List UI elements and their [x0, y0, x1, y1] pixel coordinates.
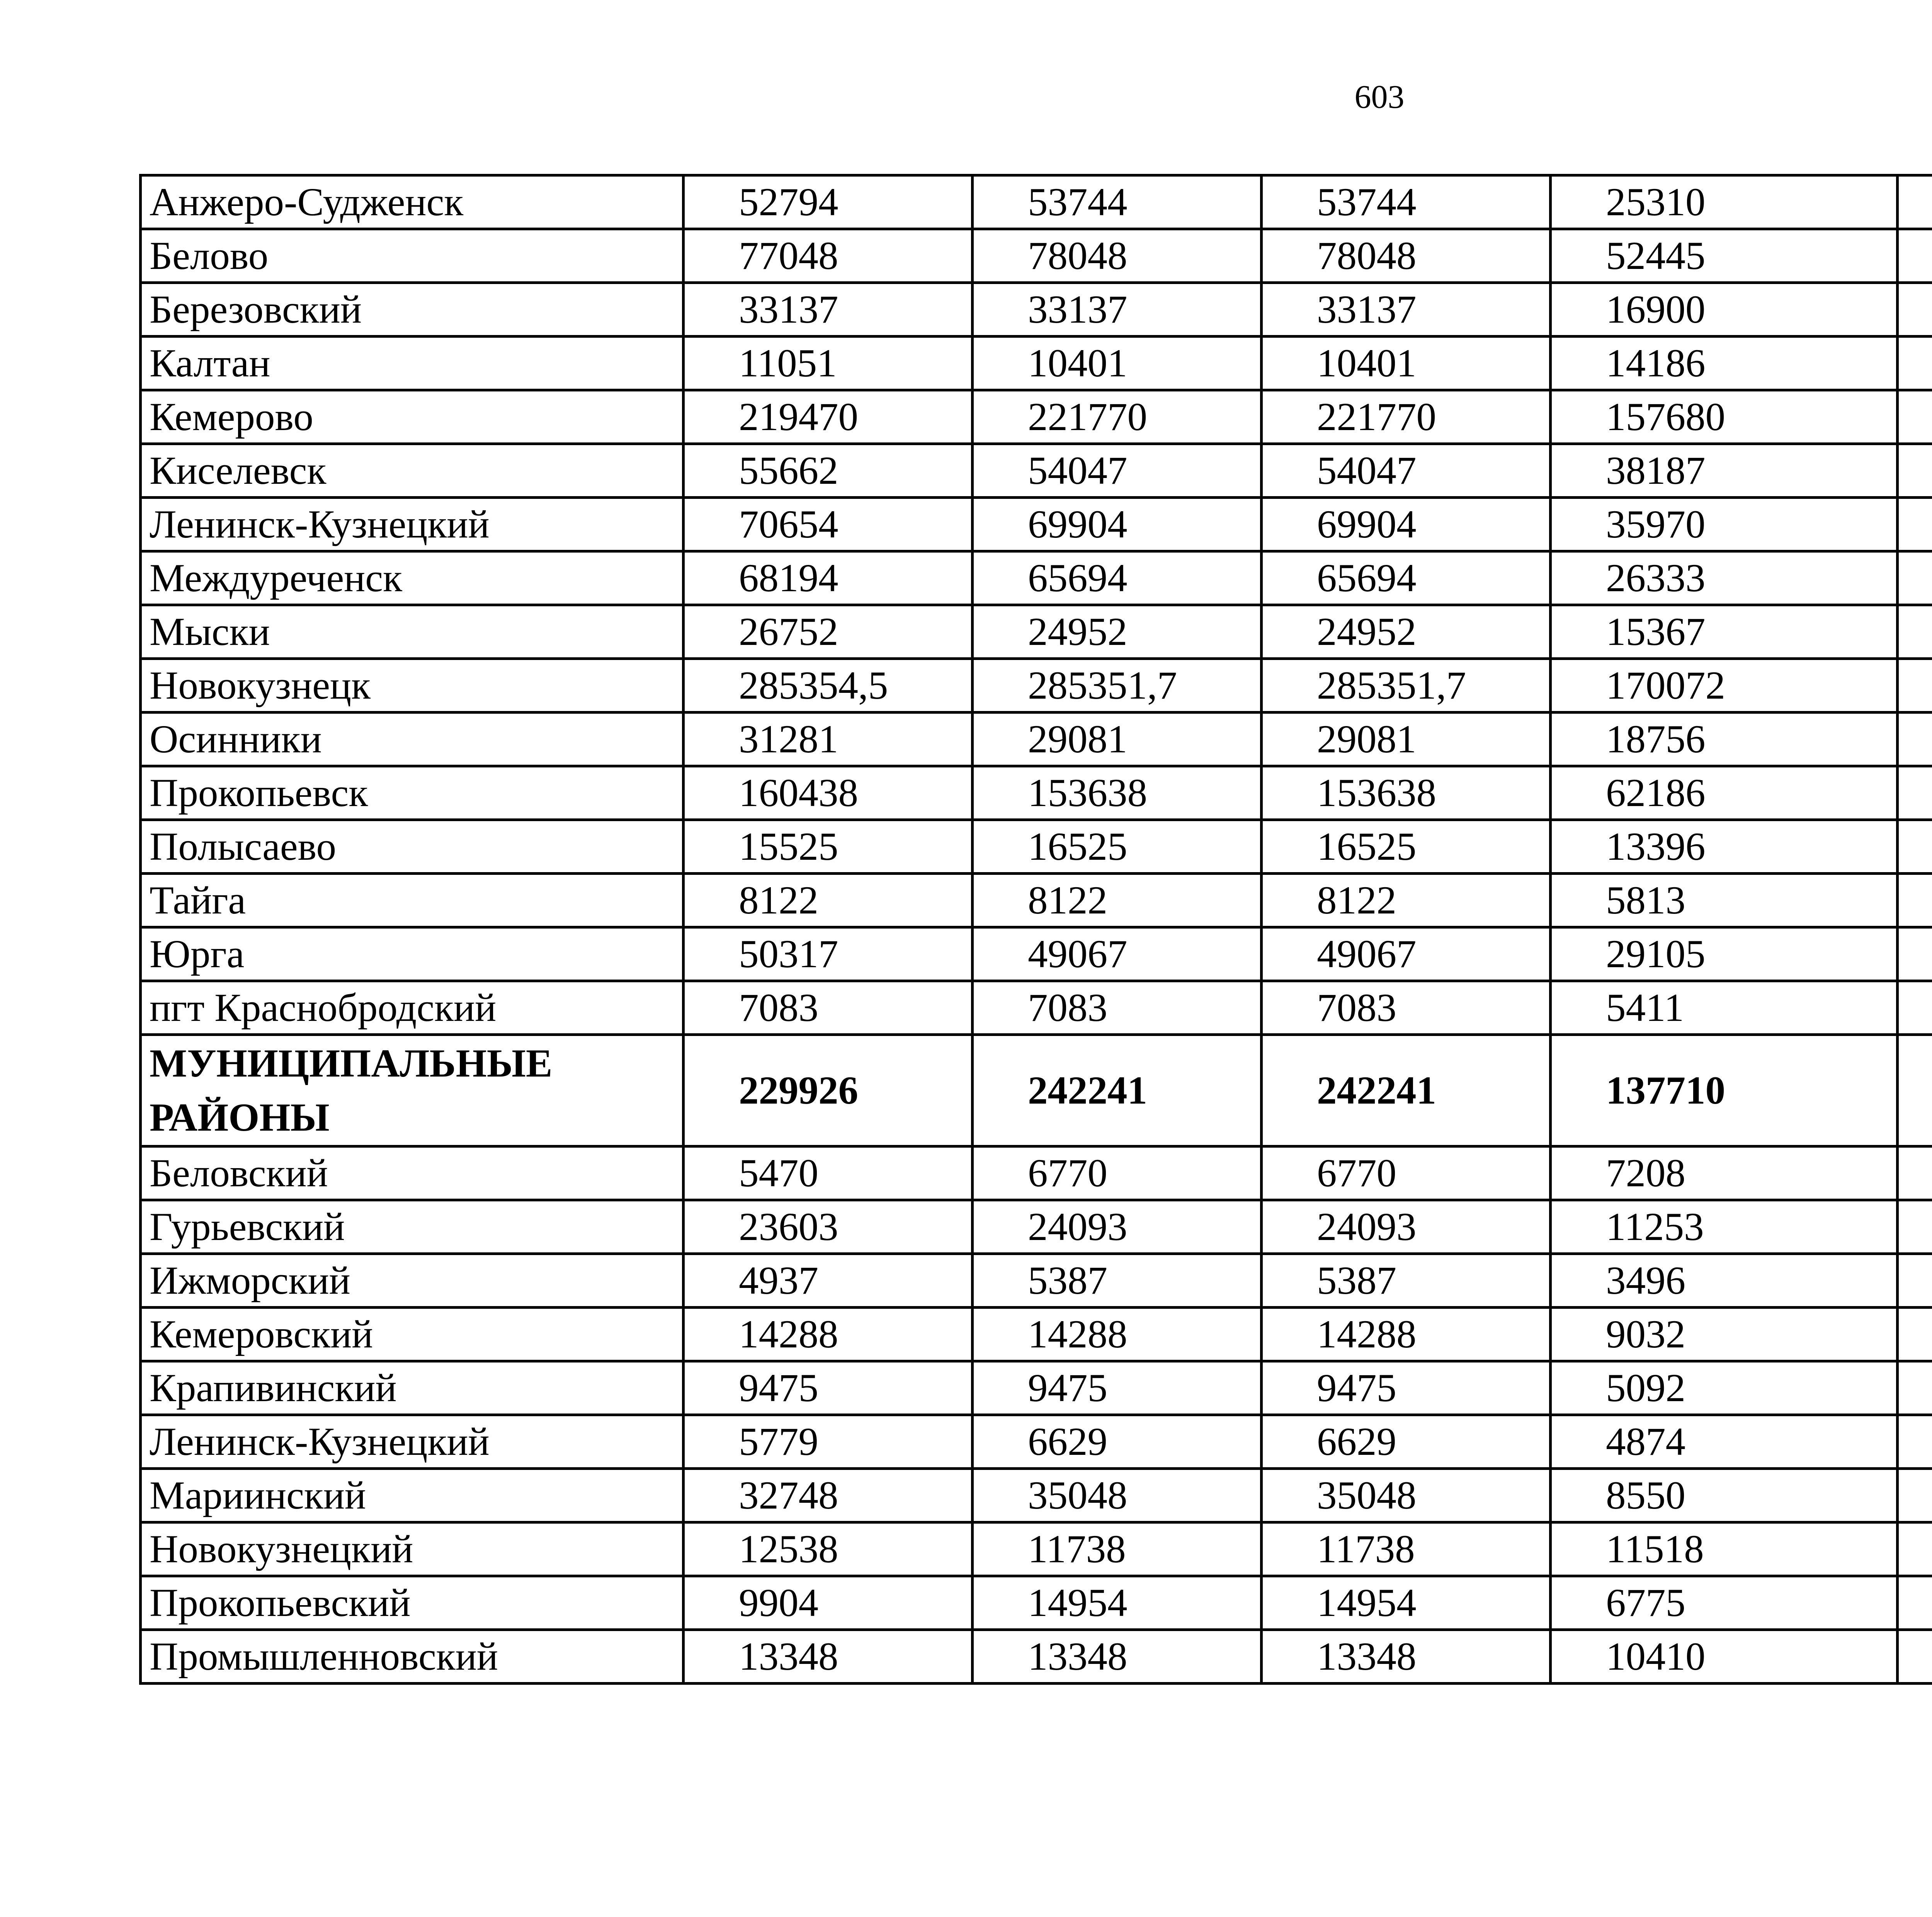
value-cell: 24093	[973, 1200, 1262, 1254]
value-cell: 5387	[973, 1254, 1262, 1308]
value-cell: 13348	[1262, 1630, 1551, 1684]
value-cell: 9475	[684, 1361, 973, 1415]
row-name-cell: МУНИЦИПАЛЬНЫЕ РАЙОНЫ	[141, 1035, 684, 1146]
value-cell	[1898, 1308, 1932, 1361]
value-cell: 6770	[1262, 1146, 1551, 1200]
row-name-cell: Ленинск-Кузнецкий	[141, 498, 684, 551]
value-cell: 285354,5	[684, 659, 973, 713]
value-cell: 53744	[1262, 175, 1551, 229]
data-table	[139, 174, 1932, 1685]
table-row	[141, 659, 1932, 713]
value-cell: 242241	[973, 1035, 1262, 1146]
value-cell: 9032	[1551, 1308, 1898, 1361]
value-cell: 5387	[1262, 1254, 1551, 1308]
row-name-cell: Прокопьевск	[141, 766, 684, 820]
value-cell	[1898, 444, 1932, 498]
value-cell	[1898, 713, 1932, 766]
value-cell: 69904	[973, 498, 1262, 551]
value-cell: 10401	[973, 337, 1262, 390]
value-cell: 9475	[1262, 1361, 1551, 1415]
value-cell	[1898, 283, 1932, 337]
value-cell	[1898, 551, 1932, 605]
value-cell: 219470	[684, 390, 973, 444]
row-name-cell: Кемерово	[141, 390, 684, 444]
row-name-cell: Ижморский	[141, 1254, 684, 1308]
value-cell	[1898, 1200, 1932, 1254]
value-cell	[1898, 175, 1932, 229]
row-name-cell: Тайга	[141, 874, 684, 927]
value-cell: 4937	[684, 1254, 973, 1308]
value-cell: 4874	[1551, 1415, 1898, 1469]
value-cell: 25310	[1551, 175, 1898, 229]
value-cell: 7083	[973, 981, 1262, 1035]
value-cell	[1898, 498, 1932, 551]
table-row	[141, 1254, 1932, 1308]
value-cell: 6629	[1262, 1415, 1551, 1469]
value-cell: 15525	[684, 820, 973, 874]
value-cell: 6770	[973, 1146, 1262, 1200]
value-cell: 65694	[1262, 551, 1551, 605]
table-row	[141, 175, 1932, 229]
value-cell: 7208	[1551, 1146, 1898, 1200]
row-name-cell: Новокузнецк	[141, 659, 684, 713]
value-cell: 285351,7	[1262, 659, 1551, 713]
table-row	[141, 551, 1932, 605]
value-cell: 9904	[684, 1576, 973, 1630]
row-name-cell: Ленинск-Кузнецкий	[141, 1415, 684, 1469]
row-name-cell: Калтан	[141, 337, 684, 390]
value-cell: 13396	[1551, 820, 1898, 874]
row-name-cell: Мыски	[141, 605, 684, 659]
value-cell: 29081	[1262, 713, 1551, 766]
value-cell	[1898, 229, 1932, 283]
value-cell: 160438	[684, 766, 973, 820]
value-cell: 13348	[684, 1630, 973, 1684]
value-cell: 14186	[1551, 337, 1898, 390]
row-name-cell: Междуреченск	[141, 551, 684, 605]
row-name-cell: Беловский	[141, 1146, 684, 1200]
value-cell: 8122	[1262, 874, 1551, 927]
value-cell: 229926	[684, 1035, 973, 1146]
value-cell: 14288	[684, 1308, 973, 1361]
value-cell	[1898, 927, 1932, 981]
value-cell: 29105	[1551, 927, 1898, 981]
value-cell: 5779	[684, 1415, 973, 1469]
value-cell: 6775	[1551, 1576, 1898, 1630]
row-name-cell: Новокузнецкий	[141, 1522, 684, 1576]
value-cell	[1898, 874, 1932, 927]
value-cell: 8122	[973, 874, 1262, 927]
value-cell: 62186	[1551, 766, 1898, 820]
value-cell: 49067	[1262, 927, 1551, 981]
value-cell: 50317	[684, 927, 973, 981]
value-cell	[1898, 766, 1932, 820]
row-name-cell: Осинники	[141, 713, 684, 766]
table-row	[141, 390, 1932, 444]
value-cell: 65694	[973, 551, 1262, 605]
table-row	[141, 337, 1932, 390]
value-cell: 78048	[973, 229, 1262, 283]
value-cell: 157680	[1551, 390, 1898, 444]
value-cell	[1898, 1576, 1932, 1630]
row-name-cell: Крапивинский	[141, 1361, 684, 1415]
row-name-cell: Юрга	[141, 927, 684, 981]
value-cell: 221770	[973, 390, 1262, 444]
value-cell	[1898, 1146, 1932, 1200]
value-cell: 18756	[1551, 713, 1898, 766]
value-cell: 137710	[1551, 1035, 1898, 1146]
value-cell: 23603	[684, 1200, 973, 1254]
table-row	[141, 229, 1932, 283]
value-cell: 11253	[1551, 1200, 1898, 1254]
row-name-cell: Гурьевский	[141, 1200, 684, 1254]
value-cell: 33137	[684, 283, 973, 337]
table-row	[141, 1522, 1932, 1576]
row-name-cell: Анжеро-Судженск	[141, 175, 684, 229]
value-cell: 9475	[973, 1361, 1262, 1415]
table-row	[141, 1200, 1932, 1254]
table-row	[141, 1146, 1932, 1200]
value-cell: 10401	[1262, 337, 1551, 390]
table-row	[141, 1469, 1932, 1522]
table-row	[141, 1308, 1932, 1361]
value-cell: 153638	[973, 766, 1262, 820]
value-cell: 54047	[973, 444, 1262, 498]
value-cell: 14954	[1262, 1576, 1551, 1630]
table-row	[141, 981, 1932, 1035]
value-cell: 53744	[973, 175, 1262, 229]
value-cell: 13348	[973, 1630, 1262, 1684]
value-cell: 14288	[1262, 1308, 1551, 1361]
value-cell: 33137	[1262, 283, 1551, 337]
value-cell	[1898, 1415, 1932, 1469]
value-cell	[1898, 1254, 1932, 1308]
table-row	[141, 1576, 1932, 1630]
value-cell: 285351,7	[973, 659, 1262, 713]
value-cell: 54047	[1262, 444, 1551, 498]
value-cell: 11518	[1551, 1522, 1898, 1576]
value-cell	[1898, 820, 1932, 874]
table-row	[141, 820, 1932, 874]
page-number: 603	[1354, 78, 1405, 115]
value-cell: 5411	[1551, 981, 1898, 1035]
row-name-cell: Полысаево	[141, 820, 684, 874]
value-cell: 38187	[1551, 444, 1898, 498]
row-name-cell: Березовский	[141, 283, 684, 337]
value-cell: 242241	[1262, 1035, 1551, 1146]
value-cell: 69904	[1262, 498, 1551, 551]
value-cell: 5813	[1551, 874, 1898, 927]
value-cell	[1898, 390, 1932, 444]
value-cell: 15367	[1551, 605, 1898, 659]
value-cell: 68194	[684, 551, 973, 605]
value-cell: 33137	[973, 283, 1262, 337]
table-row	[141, 1361, 1932, 1415]
table-row	[141, 1415, 1932, 1469]
row-name-cell: Белово	[141, 229, 684, 283]
value-cell: 11051	[684, 337, 973, 390]
table-row-section-total	[141, 1035, 1932, 1146]
value-cell: 24952	[973, 605, 1262, 659]
value-cell: 35048	[1262, 1469, 1551, 1522]
table-row	[141, 444, 1932, 498]
value-cell: 5470	[684, 1146, 973, 1200]
table-row	[141, 605, 1932, 659]
value-cell: 55662	[684, 444, 973, 498]
value-cell	[1898, 605, 1932, 659]
value-cell: 78048	[1262, 229, 1551, 283]
value-cell: 77048	[684, 229, 973, 283]
value-cell: 16900	[1551, 283, 1898, 337]
table-row	[141, 927, 1932, 981]
table-row	[141, 1630, 1932, 1684]
value-cell: 70654	[684, 498, 973, 551]
value-cell: 7083	[1262, 981, 1551, 1035]
value-cell: 52445	[1551, 229, 1898, 283]
value-cell: 10410	[1551, 1630, 1898, 1684]
value-cell: 11738	[973, 1522, 1262, 1576]
value-cell: 3496	[1551, 1254, 1898, 1308]
value-cell: 32748	[684, 1469, 973, 1522]
value-cell: 35970	[1551, 498, 1898, 551]
value-cell: 11738	[1262, 1522, 1551, 1576]
table-row	[141, 874, 1932, 927]
value-cell	[1898, 1361, 1932, 1415]
value-cell	[1898, 1469, 1932, 1522]
value-cell: 8550	[1551, 1469, 1898, 1522]
value-cell: 170072	[1551, 659, 1898, 713]
value-cell: 26752	[684, 605, 973, 659]
value-cell: 14288	[973, 1308, 1262, 1361]
row-name-cell: пгт Краснобродский	[141, 981, 684, 1035]
table-row	[141, 713, 1932, 766]
value-cell	[1898, 1522, 1932, 1576]
value-cell: 52794	[684, 175, 973, 229]
value-cell: 14954	[973, 1576, 1262, 1630]
row-name-cell: Прокопьевский	[141, 1576, 684, 1630]
row-name-cell: Кемеровский	[141, 1308, 684, 1361]
value-cell: 6629	[973, 1415, 1262, 1469]
value-cell: 29081	[973, 713, 1262, 766]
value-cell: 12538	[684, 1522, 973, 1576]
value-cell: 5092	[1551, 1361, 1898, 1415]
value-cell: 24093	[1262, 1200, 1551, 1254]
value-cell: 26333	[1551, 551, 1898, 605]
row-name-cell: Киселевск	[141, 444, 684, 498]
value-cell: 35048	[973, 1469, 1262, 1522]
row-name-cell: Мариинский	[141, 1469, 684, 1522]
table-row	[141, 766, 1932, 820]
value-cell: 8122	[684, 874, 973, 927]
row-name-cell: Промышленновский	[141, 1630, 684, 1684]
value-cell: 49067	[973, 927, 1262, 981]
value-cell: 24952	[1262, 605, 1551, 659]
value-cell: 31281	[684, 713, 973, 766]
value-cell	[1898, 337, 1932, 390]
value-cell: 7083	[684, 981, 973, 1035]
table-row	[141, 498, 1932, 551]
value-cell: 153638	[1262, 766, 1551, 820]
value-cell	[1898, 659, 1932, 713]
value-cell	[1898, 1035, 1932, 1146]
value-cell: 16525	[973, 820, 1262, 874]
value-cell	[1898, 981, 1932, 1035]
value-cell: 221770	[1262, 390, 1551, 444]
table-body	[141, 175, 1932, 1684]
table-row	[141, 283, 1932, 337]
value-cell	[1898, 1630, 1932, 1684]
value-cell: 16525	[1262, 820, 1551, 874]
